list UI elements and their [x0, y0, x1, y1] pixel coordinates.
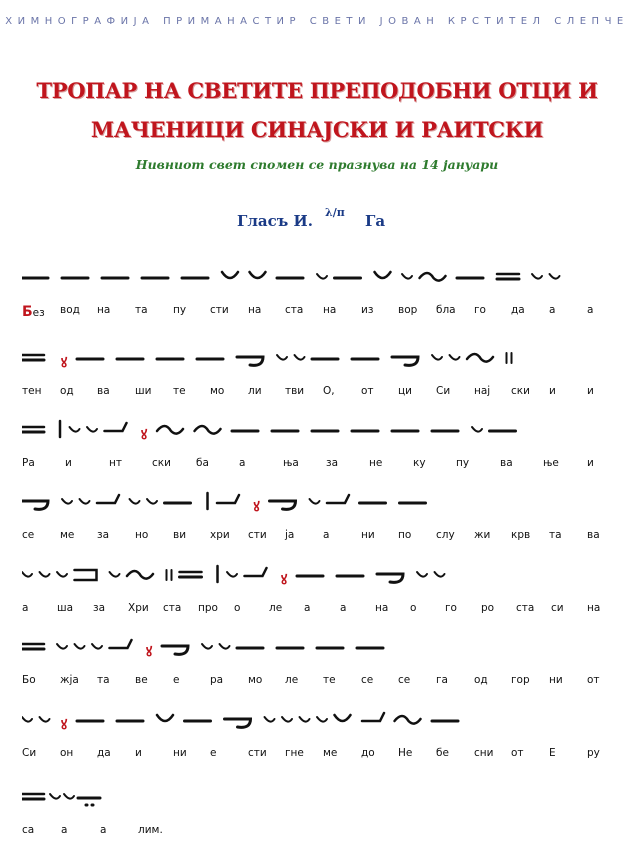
neume-tick [295, 355, 305, 360]
syllable: нај [474, 385, 491, 397]
neume-mart [146, 645, 153, 660]
syllable: ва [97, 385, 110, 397]
neume-tick [435, 572, 445, 577]
neume-box [75, 570, 97, 580]
syllable: го [474, 304, 486, 316]
syllable: гне [285, 747, 304, 759]
syllable: ли [248, 385, 262, 397]
syllable: ле [285, 674, 299, 686]
syllable: а [323, 529, 330, 541]
neume-row [22, 415, 614, 443]
neume-tick [202, 644, 212, 649]
syllable: Без [22, 304, 45, 320]
syllable: а [239, 457, 246, 469]
neume-arc [270, 501, 296, 509]
syllable: жја [60, 674, 79, 686]
neume-tick [300, 717, 310, 722]
syllable: и [135, 747, 142, 759]
neume-tick [432, 355, 442, 360]
syllable: Хри [128, 602, 149, 614]
syllable: ру [587, 747, 600, 759]
syllable: те [173, 385, 186, 397]
neume-mart [254, 500, 261, 515]
neume-u [335, 715, 351, 721]
neume-hook [362, 713, 384, 721]
syllable: ме [323, 747, 338, 759]
neume-u [250, 272, 266, 278]
syllable: е [173, 674, 180, 686]
syllable: ва [500, 457, 513, 469]
neume-tick [472, 427, 482, 432]
syllable: но [135, 529, 149, 541]
syllable: сти [248, 529, 267, 541]
syllable: та [97, 674, 110, 686]
syllable: мо [210, 385, 225, 397]
syllable: Ра [22, 457, 35, 469]
neume-wave [157, 426, 183, 434]
syllable: и [587, 457, 594, 469]
neume-tick [40, 717, 50, 722]
syllable: ши [135, 385, 152, 397]
neume-hook [105, 423, 127, 431]
syllable: Си [22, 747, 37, 759]
neume-arc [162, 646, 188, 654]
neume-tick [75, 644, 85, 649]
neume-arc [22, 501, 48, 509]
syllable: из [361, 304, 374, 316]
syllable: а [340, 602, 347, 614]
neume-arc [377, 574, 403, 582]
neume-tick [317, 274, 327, 279]
neume-tick [265, 717, 275, 722]
syllable: Бо [22, 674, 36, 686]
neume-eq [497, 274, 519, 279]
neume-tick [110, 572, 120, 577]
neume-hook [245, 568, 267, 576]
neume-tick [50, 794, 60, 799]
neume-tick [80, 499, 90, 504]
neume-mart [281, 573, 288, 588]
syllable: се [22, 529, 35, 541]
syllable: ни [549, 674, 563, 686]
syllable: од [474, 674, 488, 686]
svg-text:ꙋ: ꙋ [146, 645, 153, 660]
syllable: ве [135, 674, 148, 686]
syllable: от [361, 385, 374, 397]
neume-eq [22, 794, 44, 799]
syllable: ста [516, 602, 535, 614]
syllable: он [60, 747, 74, 759]
syllable: са [22, 824, 35, 836]
syllable: гор [511, 674, 530, 686]
syllable: и [65, 457, 72, 469]
neume-mart [141, 428, 148, 443]
syllable: ни [173, 747, 187, 759]
syllable: е [210, 747, 217, 759]
syllable: ро [481, 602, 495, 614]
syllable: Е [549, 747, 556, 759]
syllable: сти [210, 304, 229, 316]
syllable: ни [361, 529, 375, 541]
syllable: ста [163, 602, 182, 614]
syllable: ње [543, 457, 559, 469]
neume-hook [327, 495, 349, 503]
neume-arc [225, 719, 251, 727]
syllable: ња [283, 457, 299, 469]
syllable: крв [511, 529, 531, 541]
syllable: за [93, 602, 106, 614]
neume-row [22, 262, 614, 290]
neume-eq [22, 427, 44, 432]
neume-dbl [507, 353, 512, 363]
neume-row [22, 632, 614, 660]
neume-wave [395, 716, 421, 724]
syllable: на [323, 304, 337, 316]
syllable: тви [285, 385, 305, 397]
neume-tick [22, 717, 32, 722]
syllable: се [398, 674, 411, 686]
syllable: слу [436, 529, 455, 541]
syllable: ку [413, 457, 426, 469]
syllable: ша [57, 602, 74, 614]
syllable: ба [196, 457, 209, 469]
neume-row [22, 487, 614, 515]
syllable: О, [323, 385, 335, 397]
syllable: ски [152, 457, 171, 469]
neume-tick [70, 427, 80, 432]
syllable: а [61, 824, 68, 836]
lyrics-row [22, 304, 614, 320]
neume-tick [277, 355, 287, 360]
neume-u [222, 272, 238, 278]
syllable: сни [474, 747, 494, 759]
syllable: тен [22, 385, 42, 397]
neume-eq [22, 644, 44, 649]
syllable: ра [210, 674, 224, 686]
syllable: а [100, 824, 107, 836]
syllable: да [511, 304, 525, 316]
neume-u [157, 715, 173, 721]
svg-text:ꙋ: ꙋ [61, 356, 68, 371]
neume-row [22, 343, 614, 371]
syllable: о [410, 602, 417, 614]
neume-wave [195, 426, 221, 434]
lyrics-row [22, 747, 614, 763]
neume-mart [61, 356, 68, 371]
neume-eq [22, 355, 44, 360]
neume-tick [220, 644, 230, 649]
syllable: сти [248, 747, 267, 759]
syllable: те [323, 674, 336, 686]
syllable: а [549, 304, 556, 316]
syllable: бла [436, 304, 456, 316]
syllable: до [361, 747, 375, 759]
svg-text:ꙋ: ꙋ [141, 428, 148, 443]
syllable: бе [436, 747, 449, 759]
neume-tick [550, 274, 560, 279]
neume-row [22, 782, 614, 810]
lyrics-row [22, 824, 614, 840]
syllable: ва [587, 529, 600, 541]
syllable: мо [248, 674, 263, 686]
syllable: Не [398, 747, 413, 759]
neume-tick [227, 572, 237, 577]
syllable: го [445, 602, 457, 614]
svg-text:ꙋ: ꙋ [253, 500, 260, 515]
syllable: от [587, 674, 600, 686]
syllable: та [135, 304, 148, 316]
syllable: Си [436, 385, 451, 397]
syllable: вор [398, 304, 418, 316]
syllable: от [511, 747, 524, 759]
tone-sign-fraction: λ/π [325, 206, 345, 219]
lyrics-row [22, 385, 614, 401]
tone-indicator [215, 198, 415, 238]
neume-tick [22, 572, 32, 577]
syllable: ски [511, 385, 530, 397]
neume-wave [420, 273, 446, 281]
syllable: вод [60, 304, 80, 316]
neume-tick [147, 499, 157, 504]
neume-dbl [167, 570, 172, 580]
syllable: се [361, 674, 374, 686]
syllable: пу [456, 457, 470, 469]
neume-u [375, 272, 391, 278]
tone-label: Гласъ И. [237, 212, 313, 230]
neume-tick [282, 717, 292, 722]
svg-text:ꙋ: ꙋ [61, 718, 68, 733]
syllable: ви [173, 529, 187, 541]
syllable: и [549, 385, 556, 397]
neume-row [22, 560, 614, 588]
neume-dots [78, 798, 100, 805]
neume-tick [317, 717, 327, 722]
svg-text:ꙋ: ꙋ [281, 573, 288, 588]
neume-arc [392, 357, 418, 365]
lyrics-row [22, 457, 614, 473]
neume-wave [467, 354, 493, 362]
syllable: по [398, 529, 412, 541]
syllable: од [60, 385, 74, 397]
header-banner: ХИМНОГРАФИЈА ПРИМАНАСТИР СВЕТИ ЈОВАН КРСТИТЕЛ СЛЕПЧЕ [5, 16, 629, 27]
syllable: да [97, 747, 111, 759]
tone-sign-ga: Га [365, 212, 386, 230]
neume-hook [110, 640, 132, 648]
syllable: лим. [138, 824, 163, 836]
syllable: ле [269, 602, 283, 614]
syllable: жи [474, 529, 491, 541]
syllable: си [551, 602, 564, 614]
neume-mart [61, 718, 68, 733]
syllable: хри [210, 529, 230, 541]
syllable: ци [398, 385, 412, 397]
neume-row [22, 705, 614, 733]
neume-tick [310, 499, 320, 504]
neume-tick [62, 499, 72, 504]
neume-wave [127, 571, 153, 579]
syllable: а [22, 602, 29, 614]
syllable: га [436, 674, 448, 686]
neume-tick [532, 274, 542, 279]
neume-hook [217, 495, 239, 503]
syllable: о [234, 602, 241, 614]
syllable: и [587, 385, 594, 397]
syllable: за [326, 457, 339, 469]
neume-tick [40, 572, 50, 577]
title-line-1: ТРОПАР НА СВЕТИТЕ ПРЕПОДОБНИ ОТЦИ И [36, 78, 598, 103]
neume-arc [237, 357, 263, 365]
syllable: на [587, 602, 601, 614]
neume-tick [57, 644, 67, 649]
syllable: ста [285, 304, 304, 316]
lyrics-row [22, 529, 614, 545]
neume-tick [57, 572, 67, 577]
neume-tick [64, 794, 74, 799]
syllable: про [198, 602, 218, 614]
neume-hook [97, 495, 119, 503]
title-line-2: МАЧЕНИЦИ СИНАЈСКИ И РАИТСКИ [90, 117, 544, 142]
syllable: не [369, 457, 383, 469]
syllable: а [304, 602, 311, 614]
neume-tick [87, 427, 97, 432]
neume-eq [180, 572, 202, 577]
syllable: за [97, 529, 110, 541]
syllable: на [375, 602, 389, 614]
syllable: а [587, 304, 594, 316]
neume-tick [402, 274, 412, 279]
syllable: та [549, 529, 562, 541]
lyrics-row [22, 674, 614, 690]
syllable: на [97, 304, 111, 316]
syllable: ја [285, 529, 295, 541]
neume-tick [450, 355, 460, 360]
neume-tick [92, 644, 102, 649]
neume-tick [130, 499, 140, 504]
syllable: пу [173, 304, 187, 316]
syllable: на [248, 304, 262, 316]
lyrics-row [22, 602, 614, 618]
syllable: нт [109, 457, 122, 469]
syllable: ме [60, 529, 75, 541]
subtitle: Нивниот свет спомен се празнува на 14 јануари [135, 157, 499, 172]
neume-tick [417, 572, 427, 577]
